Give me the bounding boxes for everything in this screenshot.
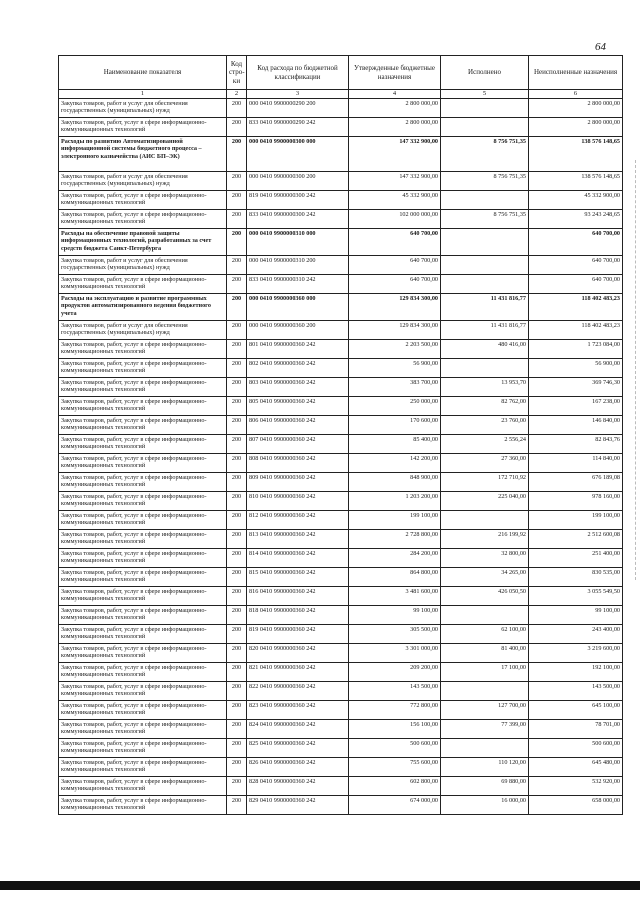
table-row xyxy=(59,739,623,758)
row-approved-cell: 3 301 000,00 xyxy=(349,644,441,663)
row-executed-cell: 8 756 751,35 xyxy=(441,172,529,191)
table-row xyxy=(59,492,623,511)
row-classification-cell: 807 0410 9900000360 242 xyxy=(247,435,349,454)
row-approved-cell: 143 500,00 xyxy=(349,682,441,701)
row-approved-cell: 209 200,00 xyxy=(349,663,441,682)
row-executed-cell: 216 199,92 xyxy=(441,530,529,549)
row-executed-cell: 27 360,00 xyxy=(441,454,529,473)
row-executed-cell: 2 556,24 xyxy=(441,435,529,454)
header-approved: Утвержденные бюджетные назначения xyxy=(349,56,441,90)
row-approved-cell: 305 500,00 xyxy=(349,625,441,644)
row-name-cell: Закупка товаров, работ, услуг в сфере информационно-коммуникационных технологий xyxy=(59,454,227,473)
row-code-cell: 200 xyxy=(227,137,247,172)
row-executed-cell: 426 050,50 xyxy=(441,587,529,606)
row-code-cell: 200 xyxy=(227,294,247,321)
row-code-cell: 200 xyxy=(227,492,247,511)
table-row xyxy=(59,511,623,530)
row-code-cell: 200 xyxy=(227,644,247,663)
row-executed-cell xyxy=(441,191,529,210)
row-executed-cell xyxy=(441,229,529,256)
row-name-cell: Закупка товаров, работ, услуг в сфере информационно-коммуникационных технологий xyxy=(59,340,227,359)
row-unexecuted-cell: 645 480,00 xyxy=(529,758,623,777)
row-unexecuted-cell: 2 800 000,00 xyxy=(529,118,623,137)
row-name-cell: Закупка товаров, работ, услуг в сфере информационно-коммуникационных технологий xyxy=(59,587,227,606)
row-executed-cell xyxy=(441,606,529,625)
row-classification-cell: 000 0410 9900000310 200 xyxy=(247,256,349,275)
row-code-cell: 200 xyxy=(227,682,247,701)
row-approved-cell: 170 600,00 xyxy=(349,416,441,435)
table-row xyxy=(59,530,623,549)
row-executed-cell xyxy=(441,275,529,294)
row-executed-cell: 23 760,00 xyxy=(441,416,529,435)
row-name-cell: Закупка товаров, работ, услуг в сфере информационно-коммуникационных технологий xyxy=(59,682,227,701)
table-row xyxy=(59,606,623,625)
row-approved-cell: 250 000,00 xyxy=(349,397,441,416)
row-classification-cell: 814 0410 9900000360 242 xyxy=(247,549,349,568)
row-approved-cell: 45 332 900,00 xyxy=(349,191,441,210)
row-unexecuted-cell: 199 100,00 xyxy=(529,511,623,530)
row-name-cell: Расходы на обеспечение правовой защиты информационных технологий, разработанных за счет средств бюджета Санкт-Петербурга xyxy=(59,229,227,256)
row-unexecuted-cell: 143 500,00 xyxy=(529,682,623,701)
column-number: 2 xyxy=(227,90,247,99)
row-approved-cell: 864 800,00 xyxy=(349,568,441,587)
row-executed-cell: 62 100,00 xyxy=(441,625,529,644)
row-classification-cell: 000 0410 9900000360 000 xyxy=(247,294,349,321)
row-classification-cell: 823 0410 9900000360 242 xyxy=(247,701,349,720)
row-unexecuted-cell: 2 800 000,00 xyxy=(529,99,623,118)
row-approved-cell: 147 332 900,00 xyxy=(349,137,441,172)
row-code-cell: 200 xyxy=(227,720,247,739)
row-unexecuted-cell: 192 100,00 xyxy=(529,663,623,682)
row-code-cell: 200 xyxy=(227,796,247,815)
row-code-cell: 200 xyxy=(227,229,247,256)
row-classification-cell: 000 0410 9900000310 000 xyxy=(247,229,349,256)
row-classification-cell: 805 0410 9900000360 242 xyxy=(247,397,349,416)
row-classification-cell: 833 0410 9900000300 242 xyxy=(247,210,349,229)
table-row xyxy=(59,435,623,454)
row-code-cell: 200 xyxy=(227,473,247,492)
row-approved-cell: 500 600,00 xyxy=(349,739,441,758)
table-row xyxy=(59,720,623,739)
row-classification-cell: 819 0410 9900000300 242 xyxy=(247,191,349,210)
row-approved-cell: 102 000 000,00 xyxy=(349,210,441,229)
table-row xyxy=(59,587,623,606)
row-executed-cell xyxy=(441,256,529,275)
row-executed-cell: 8 756 751,35 xyxy=(441,137,529,172)
row-approved-cell: 2 800 000,00 xyxy=(349,99,441,118)
row-name-cell: Закупка товаров, работ и услуг для обеспечения государственных (муниципальных) нужд xyxy=(59,99,227,118)
column-number: 5 xyxy=(441,90,529,99)
row-executed-cell: 225 040,00 xyxy=(441,492,529,511)
row-name-cell: Закупка товаров, работ, услуг в сфере информационно-коммуникационных технологий xyxy=(59,359,227,378)
row-name-cell: Закупка товаров, работ, услуг в сфере информационно-коммуникационных технологий xyxy=(59,549,227,568)
row-name-cell: Закупка товаров, работ, услуг в сфере информационно-коммуникационных технологий xyxy=(59,473,227,492)
row-name-cell: Закупка товаров, работ, услуг в сфере информационно-коммуникационных технологий xyxy=(59,758,227,777)
row-code-cell: 200 xyxy=(227,663,247,682)
row-approved-cell: 85 400,00 xyxy=(349,435,441,454)
header-executed: Исполнено xyxy=(441,56,529,90)
table-row xyxy=(59,568,623,587)
row-approved-cell: 2 728 800,00 xyxy=(349,530,441,549)
table-header-row xyxy=(59,56,623,90)
row-name-cell: Закупка товаров, работ, услуг в сфере информационно-коммуникационных технологий xyxy=(59,397,227,416)
table-row xyxy=(59,758,623,777)
table-row xyxy=(59,454,623,473)
table-row xyxy=(59,172,623,191)
row-name-cell: Закупка товаров, работ, услуг в сфере информационно-коммуникационных технологий xyxy=(59,530,227,549)
row-executed-cell: 8 756 751,35 xyxy=(441,210,529,229)
row-name-cell: Закупка товаров, работ и услуг для обеспечения государственных (муниципальных) нужд xyxy=(59,172,227,191)
row-approved-cell: 2 800 000,00 xyxy=(349,118,441,137)
budget-execution-table xyxy=(58,55,623,815)
row-executed-cell: 34 265,00 xyxy=(441,568,529,587)
row-executed-cell: 11 431 816,77 xyxy=(441,294,529,321)
header-unexecuted: Неисполненные назначения xyxy=(529,56,623,90)
row-approved-cell: 640 700,00 xyxy=(349,229,441,256)
row-classification-cell: 820 0410 9900000360 242 xyxy=(247,644,349,663)
row-classification-cell: 828 0410 9900000360 242 xyxy=(247,777,349,796)
row-unexecuted-cell: 146 840,00 xyxy=(529,416,623,435)
row-code-cell: 200 xyxy=(227,340,247,359)
table-row xyxy=(59,682,623,701)
row-approved-cell: 848 900,00 xyxy=(349,473,441,492)
row-code-cell: 200 xyxy=(227,758,247,777)
row-executed-cell xyxy=(441,682,529,701)
row-executed-cell xyxy=(441,99,529,118)
row-classification-cell: 000 0410 9900000300 200 xyxy=(247,172,349,191)
row-executed-cell: 82 762,00 xyxy=(441,397,529,416)
row-executed-cell: 127 700,00 xyxy=(441,701,529,720)
row-approved-cell: 674 000,00 xyxy=(349,796,441,815)
row-classification-cell: 000 0410 9900000300 000 xyxy=(247,137,349,172)
row-approved-cell: 383 700,00 xyxy=(349,378,441,397)
table-row xyxy=(59,137,623,172)
row-name-cell: Закупка товаров, работ, услуг в сфере информационно-коммуникационных технологий xyxy=(59,435,227,454)
row-name-cell: Закупка товаров, работ, услуг в сфере информационно-коммуникационных технологий xyxy=(59,701,227,720)
row-approved-cell: 1 203 200,00 xyxy=(349,492,441,511)
table-row xyxy=(59,663,623,682)
row-unexecuted-cell: 532 920,00 xyxy=(529,777,623,796)
row-unexecuted-cell: 138 576 148,65 xyxy=(529,172,623,191)
row-name-cell: Закупка товаров, работ, услуг в сфере информационно-коммуникационных технологий xyxy=(59,739,227,758)
row-classification-cell: 818 0410 9900000360 242 xyxy=(247,606,349,625)
row-code-cell: 200 xyxy=(227,435,247,454)
row-executed-cell: 32 800,00 xyxy=(441,549,529,568)
row-code-cell: 200 xyxy=(227,530,247,549)
row-classification-cell: 833 0410 9900000310 242 xyxy=(247,275,349,294)
table-row xyxy=(59,549,623,568)
row-name-cell: Закупка товаров, работ, услуг в сфере информационно-коммуникационных технологий xyxy=(59,275,227,294)
row-unexecuted-cell: 645 100,00 xyxy=(529,701,623,720)
row-name-cell: Расходы по развитию Автоматизированной информационной системы бюджетного процесса – электронного казначейства (АИС БП–ЭК) xyxy=(59,137,227,172)
row-code-cell: 200 xyxy=(227,568,247,587)
page-number: 64 xyxy=(595,41,606,53)
header-classification: Код расхода по бюджетной классификации xyxy=(247,56,349,90)
row-unexecuted-cell: 118 402 483,23 xyxy=(529,321,623,340)
row-classification-cell: 819 0410 9900000360 242 xyxy=(247,625,349,644)
row-unexecuted-cell: 56 900,00 xyxy=(529,359,623,378)
row-name-cell: Закупка товаров, работ, услуг в сфере информационно-коммуникационных технологий xyxy=(59,625,227,644)
row-code-cell: 200 xyxy=(227,397,247,416)
row-unexecuted-cell: 45 332 900,00 xyxy=(529,191,623,210)
table-row xyxy=(59,777,623,796)
row-unexecuted-cell: 2 512 600,08 xyxy=(529,530,623,549)
row-unexecuted-cell: 243 400,00 xyxy=(529,625,623,644)
header-name: Наименование показателя xyxy=(59,56,227,90)
row-name-cell: Закупка товаров, работ и услуг для обеспечения государственных (муниципальных) нужд xyxy=(59,256,227,275)
row-unexecuted-cell: 500 600,00 xyxy=(529,739,623,758)
row-executed-cell: 480 416,00 xyxy=(441,340,529,359)
table-row xyxy=(59,625,623,644)
table-body xyxy=(59,99,623,815)
row-classification-cell: 815 0410 9900000360 242 xyxy=(247,568,349,587)
row-approved-cell: 640 700,00 xyxy=(349,256,441,275)
table-row xyxy=(59,294,623,321)
table-row xyxy=(59,796,623,815)
row-approved-cell: 199 100,00 xyxy=(349,511,441,530)
row-classification-cell: 826 0410 9900000360 242 xyxy=(247,758,349,777)
column-number: 4 xyxy=(349,90,441,99)
row-unexecuted-cell: 99 100,00 xyxy=(529,606,623,625)
row-executed-cell xyxy=(441,511,529,530)
header-row-code: Код стро-ки xyxy=(227,56,247,90)
row-approved-cell: 129 834 300,00 xyxy=(349,321,441,340)
row-code-cell: 200 xyxy=(227,378,247,397)
row-unexecuted-cell: 640 700,00 xyxy=(529,275,623,294)
table-row xyxy=(59,191,623,210)
row-unexecuted-cell: 1 723 084,00 xyxy=(529,340,623,359)
row-unexecuted-cell: 658 000,00 xyxy=(529,796,623,815)
row-code-cell: 200 xyxy=(227,606,247,625)
row-classification-cell: 813 0410 9900000360 242 xyxy=(247,530,349,549)
row-executed-cell xyxy=(441,359,529,378)
row-name-cell: Закупка товаров, работ, услуг в сфере информационно-коммуникационных технологий xyxy=(59,777,227,796)
row-unexecuted-cell: 251 400,00 xyxy=(529,549,623,568)
column-number: 1 xyxy=(59,90,227,99)
row-classification-cell: 810 0410 9900000360 242 xyxy=(247,492,349,511)
row-unexecuted-cell: 138 576 148,65 xyxy=(529,137,623,172)
row-name-cell: Закупка товаров, работ, услуг в сфере информационно-коммуникационных технологий xyxy=(59,606,227,625)
column-number-row xyxy=(59,90,623,99)
row-approved-cell: 2 203 500,00 xyxy=(349,340,441,359)
row-approved-cell: 99 100,00 xyxy=(349,606,441,625)
row-approved-cell: 640 700,00 xyxy=(349,275,441,294)
table-row xyxy=(59,118,623,137)
row-name-cell: Закупка товаров, работ, услуг в сфере информационно-коммуникационных технологий xyxy=(59,796,227,815)
row-approved-cell: 142 200,00 xyxy=(349,454,441,473)
row-code-cell: 200 xyxy=(227,701,247,720)
row-classification-cell: 824 0410 9900000360 242 xyxy=(247,720,349,739)
row-executed-cell: 172 710,92 xyxy=(441,473,529,492)
table-row xyxy=(59,701,623,720)
row-name-cell: Закупка товаров, работ, услуг в сфере информационно-коммуникационных технологий xyxy=(59,568,227,587)
row-executed-cell: 16 000,00 xyxy=(441,796,529,815)
row-code-cell: 200 xyxy=(227,454,247,473)
row-code-cell: 200 xyxy=(227,549,247,568)
row-code-cell: 200 xyxy=(227,275,247,294)
row-classification-cell: 833 0410 9900000290 242 xyxy=(247,118,349,137)
column-number: 6 xyxy=(529,90,623,99)
table-row xyxy=(59,321,623,340)
row-classification-cell: 812 0410 9900000360 242 xyxy=(247,511,349,530)
row-code-cell: 200 xyxy=(227,321,247,340)
row-name-cell: Закупка товаров, работ, услуг в сфере информационно-коммуникационных технологий xyxy=(59,210,227,229)
row-name-cell: Закупка товаров, работ, услуг в сфере информационно-коммуникационных технологий xyxy=(59,511,227,530)
table-row xyxy=(59,644,623,663)
row-unexecuted-cell: 640 700,00 xyxy=(529,229,623,256)
table-row xyxy=(59,416,623,435)
row-executed-cell: 11 431 816,77 xyxy=(441,321,529,340)
row-unexecuted-cell: 640 700,00 xyxy=(529,256,623,275)
row-executed-cell: 110 120,00 xyxy=(441,758,529,777)
row-classification-cell: 808 0410 9900000360 242 xyxy=(247,454,349,473)
table-row xyxy=(59,378,623,397)
row-classification-cell: 821 0410 9900000360 242 xyxy=(247,663,349,682)
table-row xyxy=(59,99,623,118)
row-approved-cell: 147 332 900,00 xyxy=(349,172,441,191)
row-code-cell: 200 xyxy=(227,416,247,435)
row-code-cell: 200 xyxy=(227,777,247,796)
row-name-cell: Закупка товаров, работ, услуг в сфере информационно-коммуникационных технологий xyxy=(59,720,227,739)
row-name-cell: Закупка товаров, работ, услуг в сфере информационно-коммуникационных технологий xyxy=(59,492,227,511)
row-unexecuted-cell: 82 843,76 xyxy=(529,435,623,454)
row-executed-cell: 81 400,00 xyxy=(441,644,529,663)
row-executed-cell: 13 953,70 xyxy=(441,378,529,397)
row-approved-cell: 602 800,00 xyxy=(349,777,441,796)
row-classification-cell: 801 0410 9900000360 242 xyxy=(247,340,349,359)
table-row xyxy=(59,229,623,256)
row-approved-cell: 284 200,00 xyxy=(349,549,441,568)
row-unexecuted-cell: 3 219 600,00 xyxy=(529,644,623,663)
row-code-cell: 200 xyxy=(227,587,247,606)
row-classification-cell: 802 0410 9900000360 242 xyxy=(247,359,349,378)
row-name-cell: Закупка товаров, работ, услуг в сфере информационно-коммуникационных технологий xyxy=(59,191,227,210)
row-classification-cell: 825 0410 9900000360 242 xyxy=(247,739,349,758)
row-approved-cell: 3 481 600,00 xyxy=(349,587,441,606)
row-name-cell: Расходы на эксплуатацию и развитие программных продуктов автоматизированного ведения бюджетного учета xyxy=(59,294,227,321)
row-name-cell: Закупка товаров, работ, услуг в сфере информационно-коммуникационных технологий xyxy=(59,416,227,435)
row-code-cell: 200 xyxy=(227,625,247,644)
row-unexecuted-cell: 978 160,00 xyxy=(529,492,623,511)
row-approved-cell: 56 900,00 xyxy=(349,359,441,378)
row-unexecuted-cell: 93 243 248,65 xyxy=(529,210,623,229)
row-code-cell: 200 xyxy=(227,739,247,758)
table-row xyxy=(59,275,623,294)
row-classification-cell: 829 0410 9900000360 242 xyxy=(247,796,349,815)
table-row xyxy=(59,359,623,378)
scan-bottom-bar xyxy=(0,881,640,890)
row-classification-cell: 000 0410 9900000290 200 xyxy=(247,99,349,118)
row-unexecuted-cell: 369 746,30 xyxy=(529,378,623,397)
row-name-cell: Закупка товаров, работ, услуг в сфере информационно-коммуникационных технологий xyxy=(59,118,227,137)
table-row xyxy=(59,340,623,359)
row-code-cell: 200 xyxy=(227,172,247,191)
row-unexecuted-cell: 167 238,00 xyxy=(529,397,623,416)
row-code-cell: 200 xyxy=(227,210,247,229)
row-executed-cell: 77 399,00 xyxy=(441,720,529,739)
row-classification-cell: 803 0410 9900000360 242 xyxy=(247,378,349,397)
row-executed-cell xyxy=(441,739,529,758)
row-name-cell: Закупка товаров, работ, услуг в сфере информационно-коммуникационных технологий xyxy=(59,663,227,682)
row-code-cell: 200 xyxy=(227,511,247,530)
row-name-cell: Закупка товаров, работ и услуг для обеспечения государственных (муниципальных) нужд xyxy=(59,321,227,340)
row-unexecuted-cell: 830 535,00 xyxy=(529,568,623,587)
row-name-cell: Закупка товаров, работ, услуг в сфере информационно-коммуникационных технологий xyxy=(59,378,227,397)
row-classification-cell: 816 0410 9900000360 242 xyxy=(247,587,349,606)
row-name-cell: Закупка товаров, работ, услуг в сфере информационно-коммуникационных технологий xyxy=(59,644,227,663)
row-classification-cell: 000 0410 9900000360 200 xyxy=(247,321,349,340)
scan-edge-marks xyxy=(633,160,636,580)
row-classification-cell: 806 0410 9900000360 242 xyxy=(247,416,349,435)
table-row xyxy=(59,210,623,229)
table-row xyxy=(59,397,623,416)
row-approved-cell: 156 100,00 xyxy=(349,720,441,739)
row-code-cell: 200 xyxy=(227,256,247,275)
table-row xyxy=(59,256,623,275)
row-executed-cell: 17 100,00 xyxy=(441,663,529,682)
row-approved-cell: 755 600,00 xyxy=(349,758,441,777)
row-unexecuted-cell: 78 701,00 xyxy=(529,720,623,739)
row-code-cell: 200 xyxy=(227,99,247,118)
row-unexecuted-cell: 114 840,00 xyxy=(529,454,623,473)
row-executed-cell xyxy=(441,118,529,137)
column-number: 3 xyxy=(247,90,349,99)
row-approved-cell: 129 834 300,00 xyxy=(349,294,441,321)
row-unexecuted-cell: 118 402 483,23 xyxy=(529,294,623,321)
table-row xyxy=(59,473,623,492)
row-approved-cell: 772 800,00 xyxy=(349,701,441,720)
row-code-cell: 200 xyxy=(227,118,247,137)
row-unexecuted-cell: 3 055 549,50 xyxy=(529,587,623,606)
row-unexecuted-cell: 676 189,08 xyxy=(529,473,623,492)
row-code-cell: 200 xyxy=(227,191,247,210)
row-code-cell: 200 xyxy=(227,359,247,378)
row-classification-cell: 822 0410 9900000360 242 xyxy=(247,682,349,701)
row-executed-cell: 69 880,00 xyxy=(441,777,529,796)
row-classification-cell: 809 0410 9900000360 242 xyxy=(247,473,349,492)
